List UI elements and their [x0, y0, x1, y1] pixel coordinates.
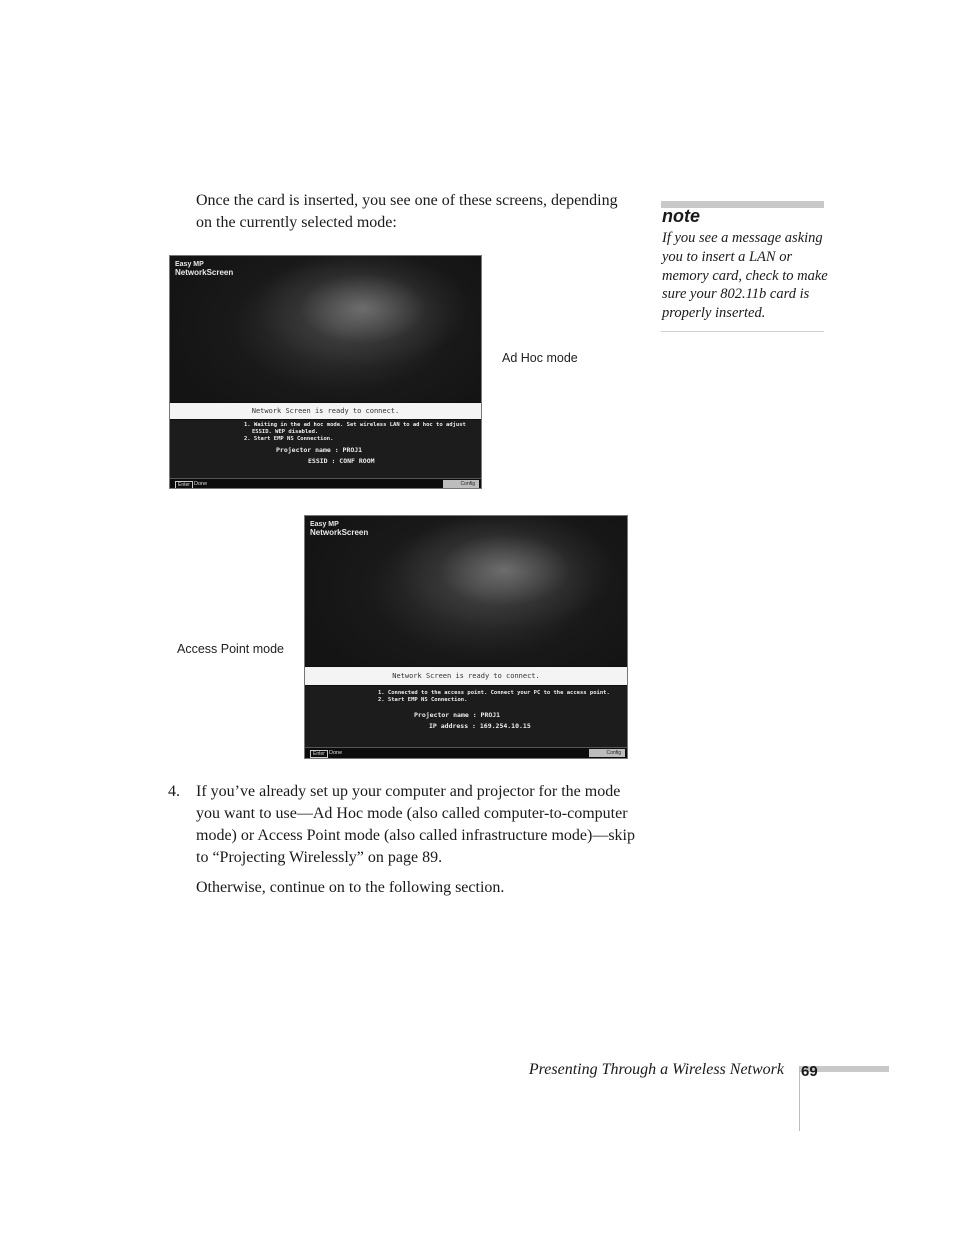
brand-line2: NetworkScreen: [175, 268, 234, 277]
projector-name-field: Projector name : PROJ1: [414, 711, 501, 719]
screen-brand: [175, 261, 233, 277]
adhoc-screenshot: [169, 255, 482, 489]
ip-address-field: IP address : 169.254.10.15: [429, 722, 531, 730]
step4-number: 4.: [168, 783, 180, 800]
step2: 2. Start EMP NS Connection.: [244, 436, 334, 442]
essid-field: ESSID : CONF ROOM: [308, 457, 375, 465]
ready-message: Network Screen is ready to connect.: [170, 403, 481, 419]
info-panel: [305, 686, 627, 747]
config-button: Config: [589, 749, 625, 757]
footer-vertical-rule: [799, 1066, 800, 1131]
config-button: Config: [443, 480, 479, 488]
step1b: ESSID. WEP disabled.: [252, 429, 319, 435]
note-title: note: [662, 206, 700, 226]
brand-line2: NetworkScreen: [310, 528, 369, 537]
note-text: If you see a message asking you to insert a LAN or memory card, check to make sure your 802.11b card is properly inserted.: [662, 230, 828, 322]
running-head: Presenting Through a Wireless Network: [528, 1061, 784, 1078]
enter-key-icon: Enter: [175, 481, 193, 489]
screen-brand: [310, 521, 368, 537]
brand-line1: Easy MP: [310, 521, 339, 528]
access-point-caption: Access Point mode: [177, 642, 284, 656]
steps-text: [244, 422, 466, 443]
steps-text: [378, 690, 610, 704]
step2: 2. Start EMP NS Connection.: [378, 697, 468, 703]
projector-name-field: Projector name : PROJ1: [276, 446, 363, 454]
screen-footer: [170, 478, 481, 489]
note-divider: [661, 331, 824, 332]
step1: 1. Waiting in the ad hoc mode. Set wireless LAN to ad hoc to adjust: [244, 422, 466, 428]
step4-followup: Otherwise, continue on to the following section.: [196, 879, 505, 896]
adhoc-caption: Ad Hoc mode: [502, 351, 578, 365]
brand-line1: Easy MP: [175, 261, 204, 268]
done-label: Done: [194, 481, 208, 487]
info-panel: [170, 420, 481, 478]
screen-background: [305, 516, 627, 666]
screen-footer: [305, 747, 627, 759]
screen-background: [170, 256, 481, 402]
intro-paragraph: Once the card is inserted, you see one of these screens, depending on the currently selected mode:: [196, 192, 618, 231]
done-label: Done: [329, 750, 343, 756]
step1: 1. Connected to the access point. Connect your PC to the access point.: [378, 690, 610, 696]
ready-message: Network Screen is ready to connect.: [305, 667, 627, 685]
page-number: 69: [801, 1063, 818, 1080]
step4-text: If you’ve already set up your computer and projector for the mode you want to use—Ad Hoc mode (also called computer-to-computer mode) or Access Point mode (also called infrastructure mode)—skip to “Projecting Wirelessly” on page 89.: [196, 783, 635, 866]
access-point-screenshot: [304, 515, 628, 759]
enter-key-icon: Enter: [310, 750, 328, 758]
